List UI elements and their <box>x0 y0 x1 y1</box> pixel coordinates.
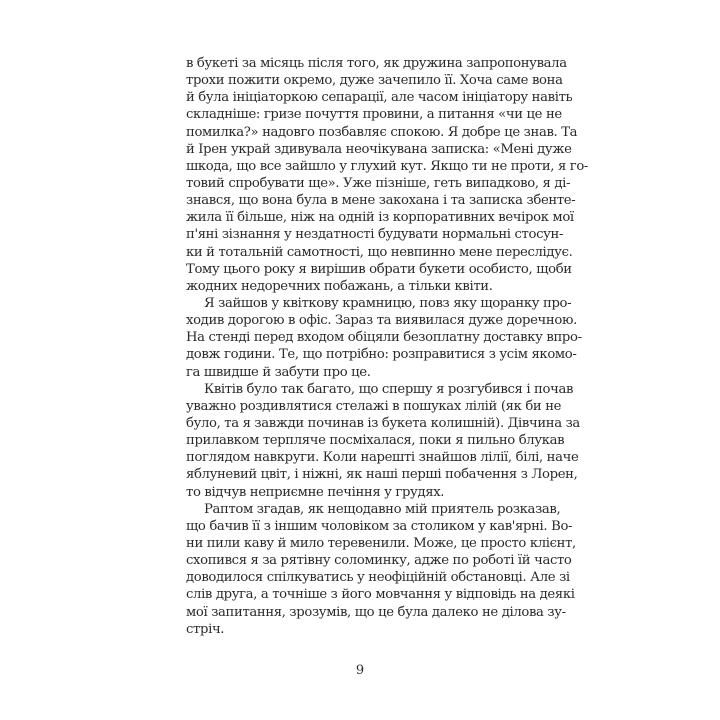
text-line: жила її більше, ніж на одній із корпоративних вечірок мої <box>186 210 574 226</box>
text-line: Тому цього року я вирішив обрати букети особисто, щоби <box>186 261 572 277</box>
text-line: доводилося спілкуватись у неофіційній обстановці. Але зі <box>186 570 570 586</box>
text-line: ходив дорогою в офіс. Зараз та виявилася дуже доречною. <box>186 313 577 329</box>
text-line: слів друга, а точніше з його мовчання у відповідь на деякі <box>186 587 575 603</box>
page-number: 9 <box>355 663 365 678</box>
text-line: довж години. Те, що потрібно: розправитися з усім якомо- <box>186 347 577 363</box>
text-line: то відчув неприємне печіння у грудях. <box>186 484 445 500</box>
text-line: поглядом навкруги. Коли нарешті знайшов лілії, білі, наче <box>186 450 579 466</box>
text-line: прилавком терпляче посміхалася, поки я пильно блукав <box>186 433 565 449</box>
text-line: Квітів було так багато, що спершу я розгубився і почав <box>204 381 574 397</box>
text-line: На стенді перед входом обіцяли безоплатну доставку впро- <box>186 330 582 346</box>
text-line: товий спробувати ще». Уже пізніше, геть випадково, я ді- <box>186 175 571 191</box>
text-line: уважно роздивлятися стелажі в пошуках лілій (як би не <box>186 398 562 414</box>
text-line: мої запитання, зрозумів, що це була далеко не ділова зу- <box>186 604 566 620</box>
text-line: в букеті за місяць після того, як дружина запропонувала <box>186 56 567 71</box>
text-line: Я зайшов у квіткову крамницю, повз яку щоранку про- <box>204 295 572 311</box>
text-line: було, та я завжди починав із букета колишній). Дівчина за <box>186 415 580 431</box>
text-line: складніше: гризе почуття провини, а питання «чи це не <box>186 107 562 123</box>
body-text <box>186 55 589 638</box>
paragraph <box>186 55 589 295</box>
text-line: ни пили каву й мило теревенили. Може, це просто клієнт, <box>186 535 576 551</box>
paragraph <box>186 381 580 501</box>
text-line: шкода, що все зайшло у глухий кут. Якщо ти не проти, я го- <box>186 158 589 174</box>
text-line: Раптом згадав, як нещодавно мій приятель розказав, <box>204 501 561 517</box>
text-line: що бачив її з іншим чоловіком за столиком у кав'ярні. Во- <box>186 518 573 534</box>
paragraph <box>186 501 576 638</box>
text-line: га швидше й забути про це. <box>186 364 371 380</box>
paragraph <box>186 295 582 381</box>
text-line: стріч. <box>186 621 225 637</box>
text-line: знався, що вона була в мене закохана і та записка збенте- <box>186 193 576 209</box>
text-line: жодних недоречних побажань, а тільки квіти. <box>186 278 493 294</box>
text-line: помилка?» надовго позбавляє спокою. Я добре це знав. Та <box>186 124 578 140</box>
text-line: яблуневий цвіт, і ніжні, як наші перші побачення з Лорен, <box>186 467 578 483</box>
text-line: й Ірен украй здивувала неочікувана записка: «Мені дуже <box>186 141 572 157</box>
text-line: схопився я за рятівну соломинку, адже по роботі їй часто <box>186 553 572 569</box>
text-line: трохи пожити окремо, дуже зачепило її. Хоча саме вона <box>186 73 563 89</box>
text-line: ки й тотальній самотності, що невпинно мене переслідує. <box>186 244 573 260</box>
text-line: й була ініціаторкою сепарації, але часом ініціатору навіть <box>186 90 573 106</box>
text-line: п'яні зізнання у нездатності будувати нормальні стосун- <box>186 227 564 243</box>
